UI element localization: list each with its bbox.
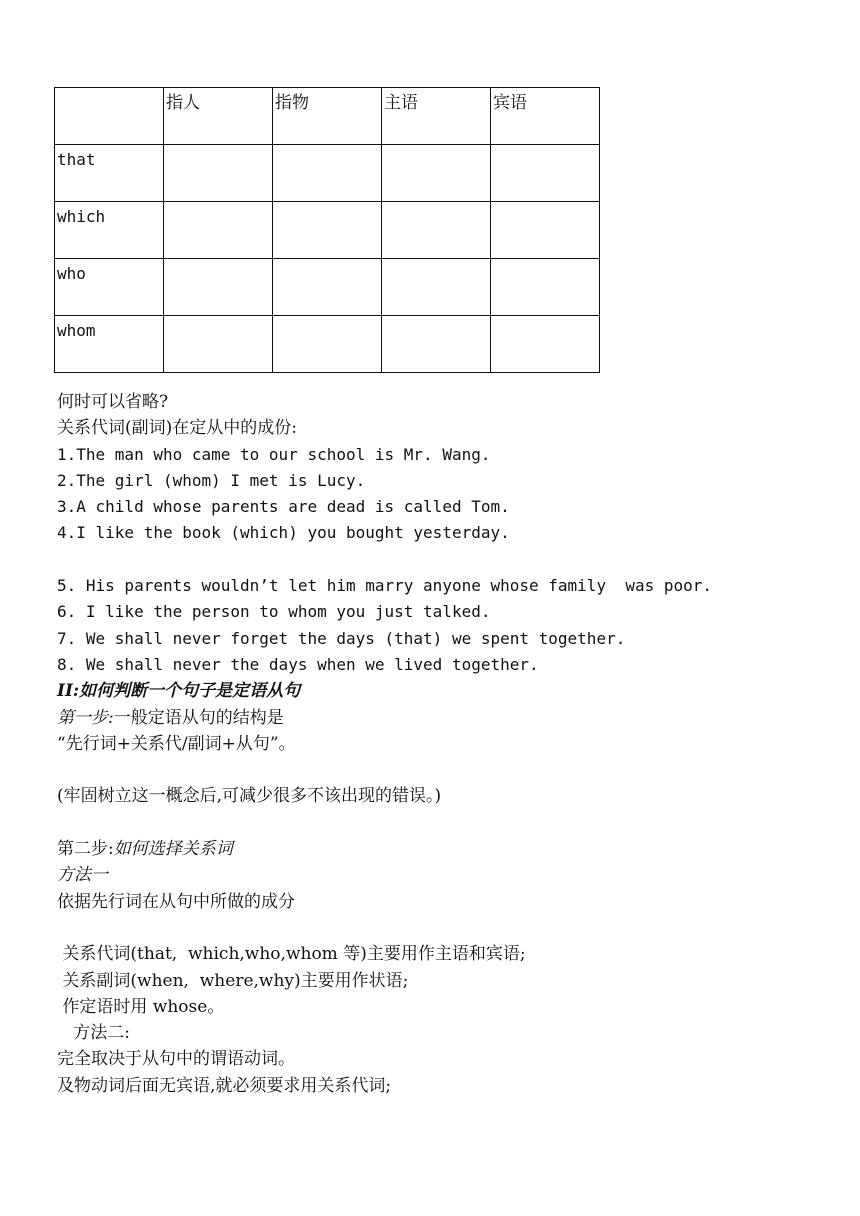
transitive-rule: 及物动词后面无宾语,就必须要求用关系代词;	[57, 1075, 392, 1096]
table-header-cell: 宾语	[491, 88, 600, 145]
example-sentence: 8. We shall never the days when we lived together.	[57, 654, 539, 674]
note-text: (牢固树立这一概念后,可减少很多不该出现的错误。)	[57, 786, 442, 807]
step-two-text: 如何选择关系词	[113, 839, 233, 860]
table-header-cell: 指人	[164, 88, 273, 145]
example-sentence: 2.The girl (whom) I met is Lucy.	[57, 470, 366, 490]
table-cell	[164, 316, 273, 373]
table-row	[55, 145, 600, 202]
example-sentence: 1.The man who came to our school is Mr. Wang.	[57, 444, 491, 464]
omit-question: 何时可以省略?	[57, 392, 169, 412]
step-one	[57, 705, 847, 731]
table-cell	[382, 316, 491, 373]
method-one-description: 依据先行词在从句中所做的成分	[57, 891, 295, 912]
whose-rule: 作定语时用 whose。	[57, 996, 225, 1017]
blank-line	[57, 810, 847, 836]
table-cell	[382, 145, 491, 202]
example-sentence: 7. We shall never forget the days (that) we spent together.	[57, 628, 626, 648]
table-row	[55, 316, 600, 373]
table-row-label: that	[55, 145, 164, 202]
table-row	[55, 259, 600, 316]
table-cell	[491, 145, 600, 202]
relative-pronoun-table	[54, 87, 600, 373]
table-row-label: who	[55, 259, 164, 316]
table-row	[55, 202, 600, 259]
table-cell	[491, 202, 600, 259]
table-header-cell: 主语	[382, 88, 491, 145]
table-cell	[382, 202, 491, 259]
table-header-cell	[55, 88, 164, 145]
table-cell	[491, 259, 600, 316]
adverb-rule: 关系副词(when, where,why)主要用作状语;	[57, 970, 409, 991]
method-one-label: 方法一	[57, 865, 108, 886]
table-cell	[164, 202, 273, 259]
example-sentence: 6. I like the person to whom you just talked.	[57, 602, 491, 622]
section-title: II:如何判断一个句子是定语从句	[57, 681, 301, 702]
table-cell	[273, 259, 382, 316]
table-cell	[273, 316, 382, 373]
table-cell	[382, 259, 491, 316]
step-two	[57, 836, 847, 862]
table-cell	[273, 145, 382, 202]
blank-line	[57, 915, 847, 941]
table-header-row	[55, 88, 600, 145]
step-one-label: 第一步:	[57, 707, 114, 728]
table-cell	[491, 316, 600, 373]
structure-formula: “先行词+关系代/副词+从句”。	[57, 733, 296, 754]
table-row-label: whom	[55, 316, 164, 373]
example-sentence: 5. His parents wouldn’t let him marry anyone whose family was poor.	[57, 576, 713, 596]
table-cell	[164, 259, 273, 316]
step-one-text: 一般定语从句的结构是	[113, 707, 284, 728]
example-sentence: 4.I like the book (which) you bought yesterday.	[57, 523, 510, 543]
blank-line	[57, 547, 847, 573]
method-two-description: 完全取决于从句中的谓语动词。	[57, 1049, 295, 1070]
table-cell	[164, 145, 273, 202]
step-two-label: 第二步:	[57, 839, 114, 860]
role-heading: 关系代词(副词)在定从中的成份:	[57, 418, 297, 439]
table-cell	[273, 202, 382, 259]
table-row-label: which	[55, 202, 164, 259]
blank-line	[57, 757, 847, 783]
method-two-label: 方法二:	[57, 1023, 130, 1044]
table-header-cell: 指物	[273, 88, 382, 145]
pronoun-rule: 关系代词(that, which,who,whom 等)主要用作主语和宾语;	[57, 944, 526, 965]
document-body	[57, 389, 847, 1099]
example-sentence: 3.A child whose parents are dead is called Tom.	[57, 497, 510, 517]
